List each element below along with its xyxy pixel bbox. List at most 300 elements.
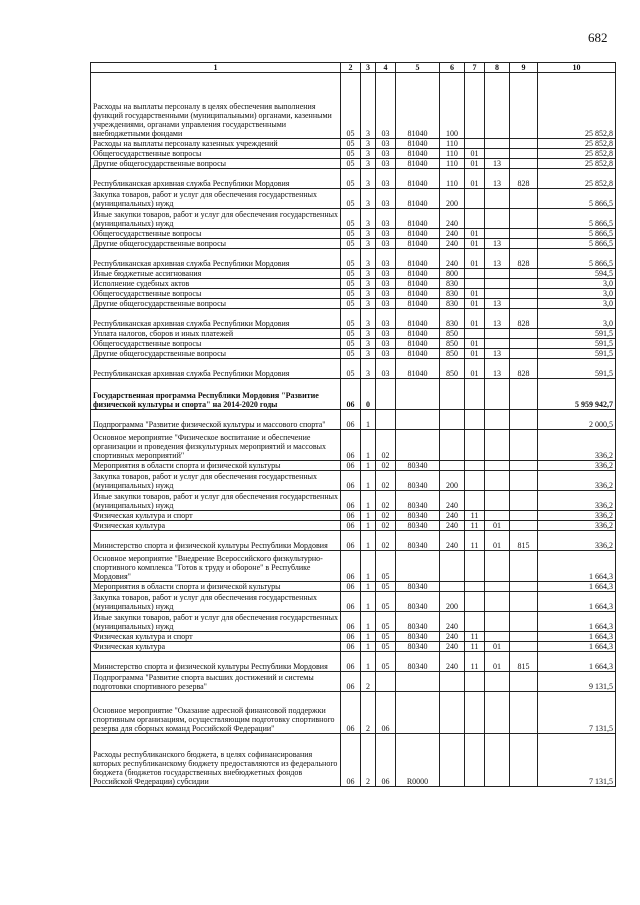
table-cell: 1 bbox=[361, 632, 376, 642]
table-cell bbox=[465, 592, 485, 612]
table-row bbox=[91, 734, 616, 787]
table-cell: 05 bbox=[376, 592, 396, 612]
table-cell bbox=[440, 430, 465, 461]
table-cell: 03 bbox=[376, 159, 396, 169]
table-cell: 11 bbox=[465, 632, 485, 642]
table-cell bbox=[510, 511, 538, 521]
table-cell bbox=[485, 410, 510, 430]
table-cell: 830 bbox=[440, 289, 465, 299]
table-cell: 80340 bbox=[396, 592, 440, 612]
table-cell: 02 bbox=[376, 471, 396, 491]
table-cell bbox=[510, 329, 538, 339]
budget-table bbox=[90, 62, 616, 787]
table-cell: 06 bbox=[341, 642, 361, 652]
table-row bbox=[91, 73, 616, 139]
table-cell bbox=[485, 511, 510, 521]
table-cell: 3 bbox=[361, 339, 376, 349]
table-row bbox=[91, 299, 616, 309]
table-cell: 80340 bbox=[396, 612, 440, 632]
table-cell: R0000 bbox=[396, 734, 440, 787]
table-cell: 594,5 bbox=[538, 269, 616, 279]
table-cell bbox=[465, 410, 485, 430]
table-cell: 1 bbox=[361, 410, 376, 430]
table-cell: 100 bbox=[440, 73, 465, 139]
table-cell: 110 bbox=[440, 169, 465, 189]
table-cell: 03 bbox=[376, 339, 396, 349]
table-cell: 81040 bbox=[396, 139, 440, 149]
table-cell: 80340 bbox=[396, 642, 440, 652]
row-label: Мероприятия в области спорта и физической культуры bbox=[91, 582, 341, 592]
table-cell: 01 bbox=[485, 521, 510, 531]
table-cell bbox=[376, 379, 396, 410]
table-cell bbox=[510, 149, 538, 159]
table-cell: 336,2 bbox=[538, 430, 616, 461]
table-cell bbox=[465, 279, 485, 289]
table-cell: 80340 bbox=[396, 531, 440, 551]
table-cell bbox=[510, 461, 538, 471]
table-cell: 200 bbox=[440, 189, 465, 209]
table-cell bbox=[485, 461, 510, 471]
row-label: Физическая культура bbox=[91, 521, 341, 531]
table-cell bbox=[485, 339, 510, 349]
table-cell: 05 bbox=[341, 299, 361, 309]
table-cell: 05 bbox=[341, 289, 361, 299]
row-label: Основное мероприятие "Оказание адресной финансовой поддержки спортивным организациям, осуществляющим подготовку спортивного резерва для сборных команд Российской Федерации" bbox=[91, 692, 341, 734]
table-cell: 591,5 bbox=[538, 339, 616, 349]
table-cell: 81040 bbox=[396, 359, 440, 379]
row-label: Закупка товаров, работ и услуг для обеспечения государственных (муниципальных) нужд bbox=[91, 189, 341, 209]
row-label: Физическая культура и спорт bbox=[91, 511, 341, 521]
table-cell: 06 bbox=[341, 672, 361, 692]
table-cell: 06 bbox=[376, 692, 396, 734]
table-cell bbox=[510, 410, 538, 430]
table-cell: 336,2 bbox=[538, 511, 616, 521]
table-cell bbox=[465, 612, 485, 632]
table-cell bbox=[465, 73, 485, 139]
table-cell: 01 bbox=[465, 299, 485, 309]
table-cell bbox=[510, 269, 538, 279]
table-cell bbox=[485, 471, 510, 491]
table-cell bbox=[465, 672, 485, 692]
table-row bbox=[91, 692, 616, 734]
table-cell: 828 bbox=[510, 249, 538, 269]
table-cell: 3,0 bbox=[538, 299, 616, 309]
table-cell: 240 bbox=[440, 612, 465, 632]
table-cell: 06 bbox=[341, 652, 361, 672]
table-cell bbox=[510, 471, 538, 491]
table-cell: 830 bbox=[440, 309, 465, 329]
table-cell bbox=[485, 73, 510, 139]
table-cell bbox=[485, 209, 510, 229]
table-cell: 01 bbox=[465, 149, 485, 159]
table-cell: 1 bbox=[361, 430, 376, 461]
table-cell: 81040 bbox=[396, 349, 440, 359]
table-cell bbox=[485, 582, 510, 592]
row-label: Иные закупки товаров, работ и услуг для обеспечения государственных (муниципальных) нужд bbox=[91, 209, 341, 229]
table-cell: 13 bbox=[485, 359, 510, 379]
table-cell bbox=[510, 339, 538, 349]
row-label: Министерство спорта и физической культуры Республики Мордовия bbox=[91, 531, 341, 551]
table-cell: 240 bbox=[440, 632, 465, 642]
row-label: Иные бюджетные ассигнования bbox=[91, 269, 341, 279]
table-cell bbox=[396, 379, 440, 410]
table-cell bbox=[510, 430, 538, 461]
table-cell: 11 bbox=[465, 652, 485, 672]
table-row bbox=[91, 309, 616, 329]
table-row bbox=[91, 279, 616, 289]
table-cell: 3 bbox=[361, 329, 376, 339]
table-cell bbox=[510, 642, 538, 652]
table-cell bbox=[510, 692, 538, 734]
table-cell: 3 bbox=[361, 299, 376, 309]
table-cell: 05 bbox=[341, 209, 361, 229]
table-cell: 240 bbox=[440, 642, 465, 652]
table-cell: 03 bbox=[376, 349, 396, 359]
table-cell: 81040 bbox=[396, 279, 440, 289]
table-cell: 3 bbox=[361, 359, 376, 379]
row-label: Уплата налогов, сборов и иных платежей bbox=[91, 329, 341, 339]
table-cell: 240 bbox=[440, 229, 465, 239]
table-cell: 13 bbox=[485, 349, 510, 359]
row-label: Республиканская архивная служба Республики Мордовия bbox=[91, 309, 341, 329]
table-cell: 9 131,5 bbox=[538, 672, 616, 692]
row-label: Исполнение судебных актов bbox=[91, 279, 341, 289]
table-row bbox=[91, 471, 616, 491]
row-label: Расходы на выплаты персоналу казенных учреждений bbox=[91, 139, 341, 149]
table-cell: 05 bbox=[376, 612, 396, 632]
table-cell: 850 bbox=[440, 349, 465, 359]
table-cell: 01 bbox=[465, 289, 485, 299]
table-cell: 240 bbox=[440, 652, 465, 672]
table-cell: 3 bbox=[361, 73, 376, 139]
column-header: 10 bbox=[538, 63, 616, 73]
row-label: Республиканская архивная служба Республики Мордовия bbox=[91, 249, 341, 269]
table-cell: 3 bbox=[361, 239, 376, 249]
table-cell bbox=[485, 672, 510, 692]
table-row bbox=[91, 189, 616, 209]
table-cell: 110 bbox=[440, 159, 465, 169]
table-cell: 02 bbox=[376, 511, 396, 521]
table-header-row bbox=[91, 63, 616, 73]
row-label: Другие общегосударственные вопросы bbox=[91, 159, 341, 169]
table-cell bbox=[510, 612, 538, 632]
table-cell: 03 bbox=[376, 289, 396, 299]
table-cell: 5 959 942,7 bbox=[538, 379, 616, 410]
table-cell: 5 866,5 bbox=[538, 209, 616, 229]
column-header: 7 bbox=[465, 63, 485, 73]
row-label: Другие общегосударственные вопросы bbox=[91, 239, 341, 249]
table-cell bbox=[485, 734, 510, 787]
table-cell: 03 bbox=[376, 329, 396, 339]
table-cell bbox=[510, 229, 538, 239]
table-cell bbox=[465, 471, 485, 491]
row-label: Общегосударственные вопросы bbox=[91, 339, 341, 349]
table-cell bbox=[376, 672, 396, 692]
table-cell: 05 bbox=[341, 349, 361, 359]
table-cell bbox=[396, 410, 440, 430]
table-cell: 01 bbox=[485, 642, 510, 652]
table-cell bbox=[465, 551, 485, 582]
row-label: Республиканская архивная служба Республики Мордовия bbox=[91, 359, 341, 379]
table-cell: 01 bbox=[485, 652, 510, 672]
table-cell: 240 bbox=[440, 521, 465, 531]
table-cell: 591,5 bbox=[538, 329, 616, 339]
table-cell: 81040 bbox=[396, 329, 440, 339]
table-cell: 06 bbox=[341, 471, 361, 491]
table-cell: 828 bbox=[510, 309, 538, 329]
table-cell: 336,2 bbox=[538, 491, 616, 511]
table-cell: 06 bbox=[341, 692, 361, 734]
table-cell: 336,2 bbox=[538, 461, 616, 471]
table-cell: 05 bbox=[341, 239, 361, 249]
table-cell bbox=[485, 551, 510, 582]
table-cell: 05 bbox=[341, 249, 361, 269]
table-cell bbox=[510, 299, 538, 309]
table-row bbox=[91, 592, 616, 612]
table-cell: 200 bbox=[440, 471, 465, 491]
row-label: Физическая культура bbox=[91, 642, 341, 652]
table-cell: 830 bbox=[440, 279, 465, 289]
table-cell: 336,2 bbox=[538, 471, 616, 491]
table-cell: 06 bbox=[341, 582, 361, 592]
table-cell bbox=[485, 491, 510, 511]
table-cell: 01 bbox=[465, 229, 485, 239]
row-label: Основное мероприятие "Физическое воспитание и обеспечение организации и проведения физкультурных мероприятий и массовых спортивных мероприятий" bbox=[91, 430, 341, 461]
table-cell: 02 bbox=[376, 430, 396, 461]
table-cell: 03 bbox=[376, 229, 396, 239]
table-cell: 3 bbox=[361, 189, 376, 209]
table-cell: 25 852,8 bbox=[538, 149, 616, 159]
table-cell bbox=[510, 279, 538, 289]
table-cell: 2 bbox=[361, 734, 376, 787]
row-label: Иные закупки товаров, работ и услуг для обеспечения государственных (муниципальных) нужд bbox=[91, 491, 341, 511]
table-cell bbox=[440, 582, 465, 592]
table-cell bbox=[465, 491, 485, 511]
table-cell: 1 bbox=[361, 652, 376, 672]
table-cell: 1 bbox=[361, 582, 376, 592]
table-cell: 05 bbox=[341, 229, 361, 239]
table-cell: 06 bbox=[341, 379, 361, 410]
table-cell: 3 bbox=[361, 269, 376, 279]
table-cell bbox=[465, 734, 485, 787]
table-cell bbox=[440, 734, 465, 787]
table-cell: 3 bbox=[361, 309, 376, 329]
table-cell: 815 bbox=[510, 652, 538, 672]
table-cell: 80340 bbox=[396, 461, 440, 471]
table-cell bbox=[510, 551, 538, 582]
table-cell: 06 bbox=[341, 430, 361, 461]
table-cell: 06 bbox=[341, 612, 361, 632]
table-row bbox=[91, 491, 616, 511]
table-cell: 06 bbox=[341, 632, 361, 642]
table-row bbox=[91, 209, 616, 229]
table-cell: 05 bbox=[376, 642, 396, 652]
table-cell bbox=[440, 672, 465, 692]
row-label: Государственная программа Республики Мордовия "Развитие физической культуры и спорта" на 2014-2020 годы bbox=[91, 379, 341, 410]
table-cell: 81040 bbox=[396, 169, 440, 189]
table-cell: 1 bbox=[361, 592, 376, 612]
table-cell: 3 bbox=[361, 349, 376, 359]
table-cell: 240 bbox=[440, 511, 465, 521]
table-cell: 1 bbox=[361, 491, 376, 511]
table-row bbox=[91, 652, 616, 672]
table-cell: 3 bbox=[361, 289, 376, 299]
table-cell: 591,5 bbox=[538, 349, 616, 359]
table-cell bbox=[510, 189, 538, 209]
table-cell bbox=[396, 430, 440, 461]
table-row bbox=[91, 169, 616, 189]
table-cell: 01 bbox=[465, 159, 485, 169]
table-row bbox=[91, 249, 616, 269]
table-cell bbox=[465, 189, 485, 209]
table-cell: 80340 bbox=[396, 521, 440, 531]
table-cell: 3 bbox=[361, 229, 376, 239]
table-cell bbox=[465, 379, 485, 410]
table-cell: 80340 bbox=[396, 652, 440, 672]
table-cell: 5 866,5 bbox=[538, 189, 616, 209]
table-cell: 1 664,3 bbox=[538, 612, 616, 632]
table-cell: 05 bbox=[341, 169, 361, 189]
table-cell bbox=[510, 379, 538, 410]
table-cell: 1 664,3 bbox=[538, 582, 616, 592]
table-cell bbox=[396, 692, 440, 734]
table-cell bbox=[510, 289, 538, 299]
table-cell: 81040 bbox=[396, 269, 440, 279]
table-cell bbox=[465, 269, 485, 279]
table-cell bbox=[485, 592, 510, 612]
table-cell: 3 bbox=[361, 209, 376, 229]
table-cell: 830 bbox=[440, 299, 465, 309]
table-cell: 05 bbox=[376, 632, 396, 642]
table-cell bbox=[485, 692, 510, 734]
table-row bbox=[91, 289, 616, 299]
table-cell: 03 bbox=[376, 169, 396, 189]
table-cell: 06 bbox=[341, 734, 361, 787]
table-cell: 02 bbox=[376, 461, 396, 471]
table-cell bbox=[465, 209, 485, 229]
table-cell: 5 866,5 bbox=[538, 229, 616, 239]
table-cell bbox=[440, 692, 465, 734]
table-cell bbox=[485, 139, 510, 149]
table-cell: 80340 bbox=[396, 511, 440, 521]
table-cell: 02 bbox=[376, 531, 396, 551]
table-cell: 03 bbox=[376, 299, 396, 309]
table-cell: 850 bbox=[440, 359, 465, 379]
table-cell bbox=[440, 379, 465, 410]
column-header: 2 bbox=[341, 63, 361, 73]
page-number: 682 bbox=[588, 30, 608, 45]
table-cell bbox=[465, 461, 485, 471]
table-cell: 06 bbox=[341, 461, 361, 471]
table-cell bbox=[485, 279, 510, 289]
table-row bbox=[91, 582, 616, 592]
table-cell bbox=[465, 329, 485, 339]
table-cell: 13 bbox=[485, 239, 510, 249]
row-label: Другие общегосударственные вопросы bbox=[91, 299, 341, 309]
table-cell: 828 bbox=[510, 169, 538, 189]
table-cell bbox=[510, 73, 538, 139]
table-row bbox=[91, 349, 616, 359]
table-cell: 3 bbox=[361, 279, 376, 289]
table-cell: 05 bbox=[341, 189, 361, 209]
table-cell: 240 bbox=[440, 249, 465, 269]
table-cell: 03 bbox=[376, 209, 396, 229]
table-cell: 01 bbox=[465, 249, 485, 269]
table-cell: 815 bbox=[510, 531, 538, 551]
table-cell: 2 bbox=[361, 692, 376, 734]
table-cell: 1 bbox=[361, 511, 376, 521]
table-cell bbox=[510, 521, 538, 531]
table-cell: 03 bbox=[376, 269, 396, 279]
table-cell bbox=[396, 672, 440, 692]
table-cell: 3,0 bbox=[538, 279, 616, 289]
table-cell: 1 bbox=[361, 531, 376, 551]
table-cell: 25 852,8 bbox=[538, 159, 616, 169]
table-cell: 11 bbox=[465, 531, 485, 551]
table-cell: 7 131,5 bbox=[538, 692, 616, 734]
table-cell: 850 bbox=[440, 339, 465, 349]
table-cell: 81040 bbox=[396, 229, 440, 239]
row-label: Подпрограмма "Развитие физической культуры и массового спорта" bbox=[91, 410, 341, 430]
row-label: Общегосударственные вопросы bbox=[91, 229, 341, 239]
table-row bbox=[91, 430, 616, 461]
table-cell: 3,0 bbox=[538, 289, 616, 299]
table-cell: 06 bbox=[376, 734, 396, 787]
table-cell bbox=[465, 430, 485, 461]
table-cell: 80340 bbox=[396, 471, 440, 491]
column-header: 3 bbox=[361, 63, 376, 73]
table-cell: 05 bbox=[341, 309, 361, 329]
table-cell: 80340 bbox=[396, 582, 440, 592]
table-cell bbox=[440, 461, 465, 471]
table-cell bbox=[485, 379, 510, 410]
table-row bbox=[91, 149, 616, 159]
table-row bbox=[91, 239, 616, 249]
table-cell bbox=[465, 692, 485, 734]
table-cell: 02 bbox=[376, 491, 396, 511]
table-cell: 05 bbox=[341, 329, 361, 339]
table-cell: 240 bbox=[440, 209, 465, 229]
table-cell: 850 bbox=[440, 329, 465, 339]
table-cell: 25 852,8 bbox=[538, 73, 616, 139]
table-cell: 5 866,5 bbox=[538, 249, 616, 269]
row-label: Подпрограмма "Развитие спорта высших достижений и системы подготовки спортивного резерва" bbox=[91, 672, 341, 692]
table-cell: 1 bbox=[361, 642, 376, 652]
table-cell: 03 bbox=[376, 139, 396, 149]
table-cell bbox=[485, 430, 510, 461]
table-cell: 3 bbox=[361, 169, 376, 189]
table-cell: 80340 bbox=[396, 491, 440, 511]
row-label: Общегосударственные вопросы bbox=[91, 149, 341, 159]
table-cell bbox=[510, 139, 538, 149]
row-label: Расходы на выплаты персоналу в целях обеспечения выполнения функций государственными (муниципальными) органами, казенными учреждениями, органами управления государственными внебюджетными фондами bbox=[91, 73, 341, 139]
table-cell: 01 bbox=[465, 239, 485, 249]
table-cell bbox=[510, 592, 538, 612]
table-row bbox=[91, 632, 616, 642]
table-cell: 06 bbox=[341, 531, 361, 551]
table-cell bbox=[510, 632, 538, 642]
table-cell: 200 bbox=[440, 592, 465, 612]
table-row bbox=[91, 359, 616, 379]
table-cell: 03 bbox=[376, 249, 396, 269]
table-cell bbox=[510, 491, 538, 511]
table-cell: 03 bbox=[376, 279, 396, 289]
table-cell: 25 852,8 bbox=[538, 139, 616, 149]
table-cell: 1 664,3 bbox=[538, 551, 616, 582]
table-cell: 05 bbox=[341, 359, 361, 379]
table-cell: 25 852,8 bbox=[538, 169, 616, 189]
table-row bbox=[91, 511, 616, 521]
